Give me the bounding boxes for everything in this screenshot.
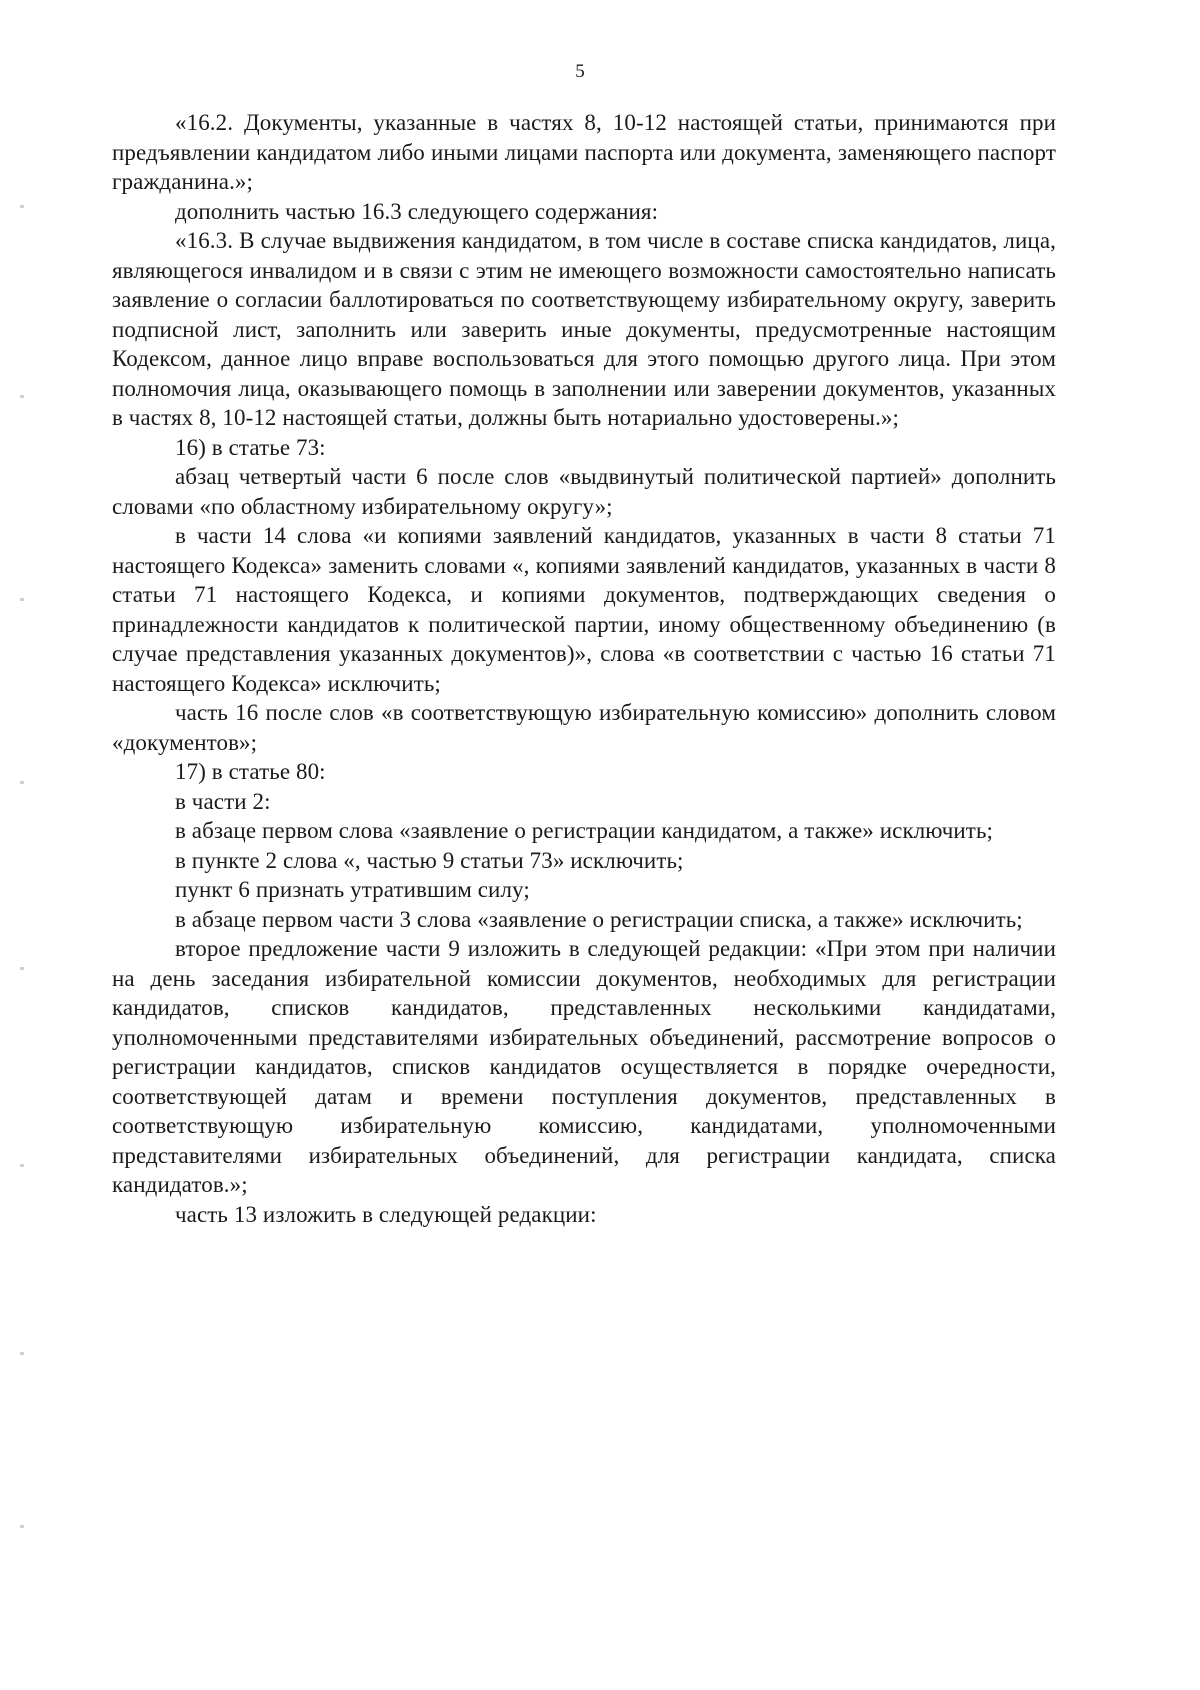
paragraph: в абзаце первом части 3 слова «заявление о регистрации списка, а также» исключить; xyxy=(175,906,1023,932)
scan-mark xyxy=(20,205,24,208)
paragraph: пункт 6 признать утратившим силу; xyxy=(175,877,530,902)
paragraph: абзац четвертый части 6 после слов «выдвинутый политической партией» дополнить словами «по областному избирательному округу»; xyxy=(112,464,1056,519)
paragraph: второе предложение части 9 изложить в следующей редакции: «При этом при наличии на день заседания избирательной комиссии документов, необходимых для регистрации кандидатов, списков кандидатов, представленных несколькими кандидатами, уполномоченными представителями избирательных объединений, рассмотрение вопросов о регистрации кандидатов, списков кандидатов осуществляется в порядке очередности, соответствующей датам и времени поступления документов, представленных в соответствующую избирательную комиссию, кандидатами, уполномоченными представителями избирательных объединений, для регистрации кандидата, списка кандидатов.»; xyxy=(112,936,1056,1197)
paragraph: в части 14 слова «и копиями заявлений кандидатов, указанных в части 8 статьи 71 настоящего Кодекса» заменить словами «, копиями заявлений кандидатов, указанных в части 8 статьи 71 настоящего Кодекса, и копиями документов, подтверждающих сведения о принадлежности кандидатов к политической партии, иному общественному объединению (в случае представления указанных документов)», слова «в соответствии с частью 16 статьи 71 настоящего Кодекса» исключить; xyxy=(112,523,1056,696)
scan-mark xyxy=(20,1525,24,1528)
paragraph: «16.2. Документы, указанные в частях 8, 10-12 настоящей статьи, принимаются при предъявлении кандидатом либо иными лицами паспорта или документа, заменяющего паспорт гражданина.»; xyxy=(112,110,1056,194)
scan-mark xyxy=(20,781,24,784)
paragraph: в пункте 2 слова «, частью 9 статьи 73» исключить; xyxy=(175,847,684,873)
paragraph: часть 13 изложить в следующей редакции: xyxy=(175,1201,597,1227)
paragraph: «16.3. В случае выдвижения кандидатом, в том числе в составе списка кандидатов, лица, являющегося инвалидом и в связи с этим не имеющего возможности самостоятельно написать заявление о согласии баллотироваться по соответствующему избирательному округу, заверить подписной лист, заполнить или заверить иные документы, предусмотренные настоящим Кодексом, данное лицо вправе воспользоваться для этого помощью другого лица. При этом полномочия лица, оказывающего помощь в заполнении или заверении документов, указанных в частях 8, 10-12 настоящей статьи, должны быть нотариально удостоверены.»; xyxy=(112,228,1056,430)
scan-mark xyxy=(20,1352,24,1355)
scan-mark xyxy=(20,598,24,601)
scan-mark xyxy=(20,967,24,970)
scan-mark xyxy=(20,395,24,398)
paragraph: в абзаце первом слова «заявление о регистрации кандидатом, а также» исключить; xyxy=(175,818,994,843)
paragraph: 16) в статье 73: xyxy=(175,434,326,460)
page-number: 5 xyxy=(575,61,585,82)
scan-mark xyxy=(20,1164,24,1167)
document-body xyxy=(112,108,1056,1229)
paragraph: часть 16 после слов «в соответствующую избирательную комиссию» дополнить словом «документов»; xyxy=(112,700,1056,755)
paragraph: дополнить частью 16.3 следующего содержания: xyxy=(175,198,659,224)
paragraph: 17) в статье 80: xyxy=(175,759,326,784)
paragraph: в части 2: xyxy=(175,788,271,814)
